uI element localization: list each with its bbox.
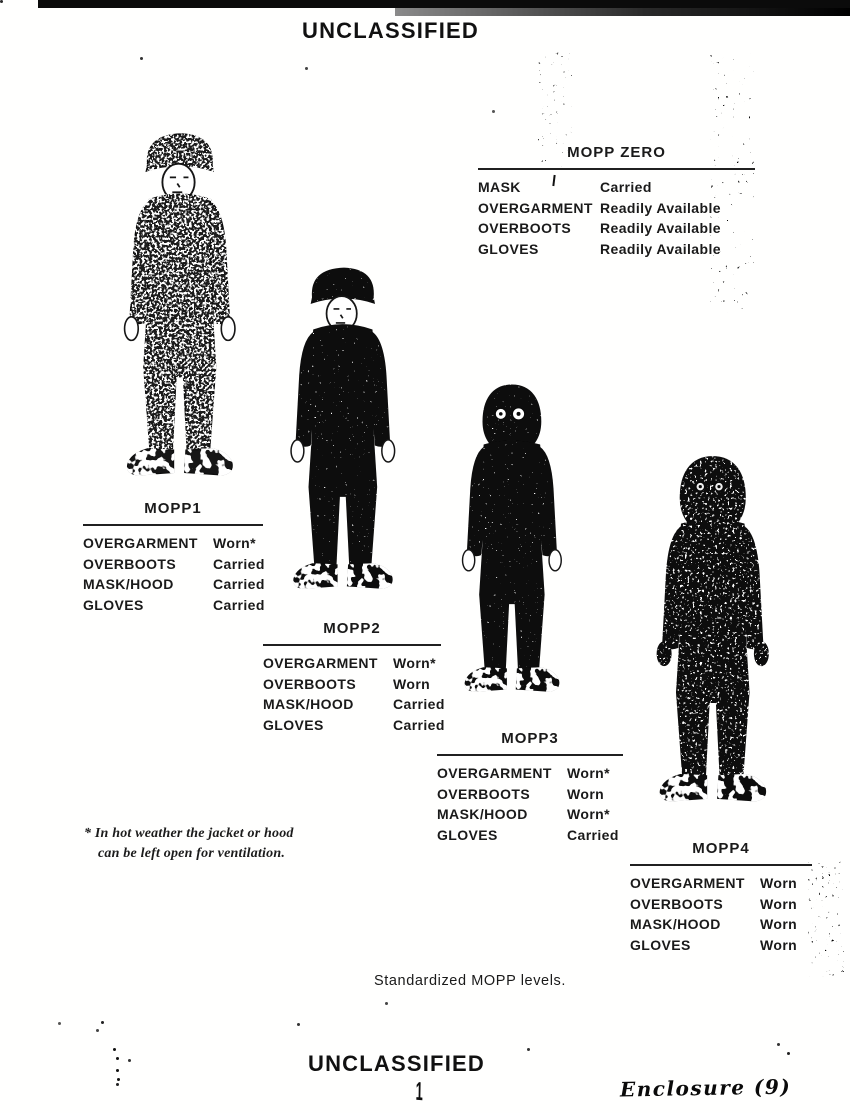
row-label: OVERBOOTS bbox=[478, 220, 572, 236]
row-label: MASK bbox=[478, 179, 521, 195]
page-number-mark: 1 bbox=[415, 1075, 424, 1107]
row-value: Worn* bbox=[567, 765, 610, 781]
mopp2-table bbox=[263, 620, 445, 737]
scan-edge-bar-top bbox=[38, 0, 850, 8]
footnote-line-1: * In hot weather the jacket or hood bbox=[84, 826, 294, 841]
torso bbox=[310, 325, 375, 441]
mopp4-rule bbox=[630, 864, 812, 866]
row-label: OVERBOOTS bbox=[630, 895, 724, 912]
right-glove bbox=[755, 642, 769, 666]
row-value: Worn bbox=[760, 895, 798, 912]
right-boot bbox=[718, 775, 766, 801]
table-row bbox=[263, 716, 445, 738]
table-row bbox=[478, 241, 755, 262]
right-hand bbox=[382, 440, 395, 462]
scan-noise-streak bbox=[808, 860, 844, 980]
figure-caption: Standardized MOPP levels. bbox=[373, 973, 567, 989]
left-hand bbox=[291, 440, 304, 462]
mopp2-title: MOPP2 bbox=[323, 620, 381, 637]
mopp-zero-table bbox=[478, 144, 755, 261]
table-row bbox=[263, 696, 445, 717]
row-value: Worn* bbox=[213, 535, 256, 551]
enclosure-note: Enclosure (9) bbox=[619, 1074, 792, 1102]
row-value: Worn* bbox=[393, 655, 436, 671]
row-label: OVERBOOTS bbox=[83, 555, 177, 572]
row-value: Carried bbox=[393, 696, 445, 712]
row-label: OVERBOOTS bbox=[437, 785, 531, 802]
scan-specks bbox=[0, 0, 3, 3]
legs bbox=[144, 309, 216, 452]
right-arm bbox=[211, 202, 230, 323]
mopp1-title: MOPP1 bbox=[144, 500, 202, 517]
left-arm bbox=[130, 202, 149, 323]
footer-classification: UNCLASSIFIED bbox=[308, 1051, 485, 1076]
right-hand bbox=[549, 550, 561, 571]
table-row bbox=[630, 896, 812, 917]
row-label: GLOVES bbox=[263, 716, 324, 733]
row-value: Readily Available bbox=[600, 240, 721, 257]
right-arm bbox=[744, 527, 763, 649]
scan-edge-bar-top-2 bbox=[395, 8, 850, 16]
table-row bbox=[478, 179, 755, 200]
torso bbox=[678, 520, 748, 643]
right-arm bbox=[372, 332, 389, 446]
mopp2-rule bbox=[263, 644, 441, 646]
torso bbox=[145, 194, 214, 318]
table-row bbox=[437, 786, 623, 807]
table-row bbox=[478, 200, 755, 221]
mopp4-title: MOPP4 bbox=[692, 840, 750, 857]
table-row bbox=[437, 806, 623, 827]
left-hand bbox=[125, 317, 139, 341]
table-row bbox=[83, 556, 263, 577]
mopp-zero-title: MOPP ZERO bbox=[567, 144, 666, 161]
row-value: Worn bbox=[760, 936, 798, 953]
row-label: MASK/HOOD bbox=[437, 806, 528, 822]
mopp4-table bbox=[630, 840, 812, 957]
left-glove bbox=[657, 642, 671, 666]
footnote bbox=[84, 824, 354, 864]
row-value: Readily Available bbox=[600, 220, 721, 236]
left-boot bbox=[128, 449, 174, 475]
table-row bbox=[437, 765, 623, 786]
row-value: Carried bbox=[600, 179, 652, 195]
legs bbox=[480, 543, 544, 671]
mopp3-rule bbox=[437, 754, 623, 756]
row-label: OVERBOOTS bbox=[263, 675, 357, 692]
row-value: Worn bbox=[760, 916, 798, 932]
mopp-zero-rule bbox=[478, 168, 755, 170]
row-label: OVERGARMENT bbox=[630, 875, 745, 891]
row-label: OVERGARMENT bbox=[83, 535, 198, 551]
table-row bbox=[83, 576, 263, 597]
row-value: Worn* bbox=[567, 806, 610, 822]
left-boot bbox=[465, 668, 506, 691]
header-classification: UNCLASSIFIED bbox=[302, 18, 479, 43]
table-row bbox=[478, 220, 755, 241]
table-row bbox=[83, 597, 263, 618]
soldier-figure-mopp3 bbox=[452, 342, 574, 710]
right-boot bbox=[516, 668, 558, 691]
row-value: Carried bbox=[213, 576, 265, 592]
left-boot bbox=[660, 775, 706, 801]
soldier-figure-mopp4 bbox=[644, 448, 784, 822]
row-label: GLOVES bbox=[478, 240, 539, 257]
torso bbox=[481, 441, 543, 551]
row-value: Worn bbox=[393, 675, 431, 692]
row-label: MASK/HOOD bbox=[83, 576, 174, 592]
mopp1-table bbox=[83, 500, 263, 617]
table-row bbox=[630, 916, 812, 937]
row-value: Carried bbox=[213, 596, 265, 613]
legs bbox=[309, 432, 376, 566]
left-hand bbox=[463, 550, 475, 571]
legs bbox=[677, 634, 749, 777]
row-label: GLOVES bbox=[83, 596, 144, 613]
table-row bbox=[263, 676, 441, 697]
mopp3-table bbox=[437, 730, 623, 847]
row-label: OVERGARMENT bbox=[437, 765, 552, 781]
row-label: OVERGARMENT bbox=[478, 199, 593, 216]
footnote-line-2: can be left open for ventilation. bbox=[98, 846, 286, 861]
row-label: MASK/HOOD bbox=[263, 696, 354, 712]
left-arm bbox=[296, 332, 313, 446]
row-label: GLOVES bbox=[437, 826, 498, 843]
right-arm bbox=[540, 447, 557, 556]
soldier-figure-mopp1 bbox=[100, 124, 262, 496]
row-value: Carried bbox=[567, 826, 619, 843]
table-row bbox=[630, 937, 812, 958]
mopp1-rule bbox=[83, 524, 263, 526]
left-arm bbox=[468, 447, 485, 556]
soldier-figure-mopp2 bbox=[280, 236, 408, 608]
row-label: MASK/HOOD bbox=[630, 916, 721, 932]
row-value: Carried bbox=[393, 716, 445, 733]
table-row bbox=[83, 535, 263, 556]
row-value: Readily Available bbox=[600, 199, 721, 216]
mopp3-title: MOPP3 bbox=[501, 730, 559, 747]
table-row bbox=[630, 875, 812, 896]
row-label: GLOVES bbox=[630, 936, 691, 953]
row-value: Carried bbox=[213, 555, 265, 572]
table-row bbox=[437, 827, 623, 848]
left-boot bbox=[294, 564, 337, 588]
row-label: OVERGARMENT bbox=[263, 655, 378, 671]
row-value: Worn bbox=[567, 785, 605, 802]
row-value: Worn bbox=[760, 875, 798, 891]
right-boot bbox=[347, 564, 392, 588]
left-arm bbox=[663, 527, 682, 649]
table-row bbox=[263, 655, 441, 676]
right-boot bbox=[185, 449, 233, 475]
right-hand bbox=[221, 317, 235, 341]
